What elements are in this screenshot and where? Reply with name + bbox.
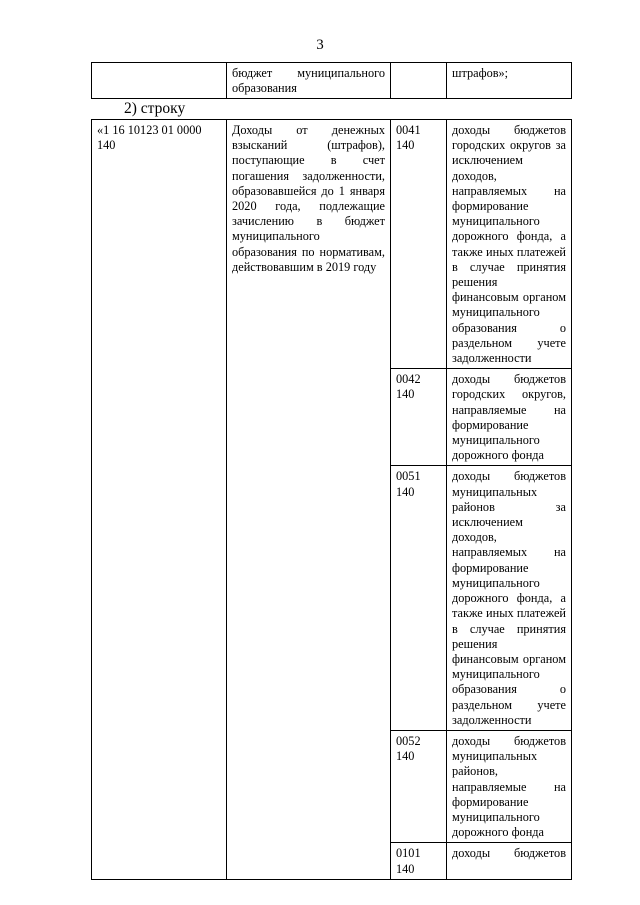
table-cell-code <box>391 63 447 99</box>
table-cell-text <box>447 730 572 842</box>
table-cell-code: 0051 140 <box>391 466 447 730</box>
table-cell-text <box>447 843 572 879</box>
cell-text: доходы бюджетов городских округов за исключением доходов, направляемых на формирование муниципального дорожного фонда, а также иных платежей в случае принятия решения финансовым органом муниципального образования о раздельном учете задолженности <box>452 123 566 366</box>
table-cell-kbk: «1 16 10123 01 0000 140 <box>92 120 227 880</box>
kbk-table <box>91 119 572 880</box>
cell-text: доходы бюджетов муниципальных районов, направляемые на формирование муниципального дорожного фонда <box>452 733 566 840</box>
cell-text: доходы бюджетов <box>452 846 566 861</box>
table-cell-text <box>447 369 572 466</box>
page-number: 3 <box>316 37 324 53</box>
table-cell-code: 0042 140 <box>391 369 447 466</box>
table-cell-text <box>447 120 572 369</box>
section-subheading: 2) строку <box>124 100 186 117</box>
table-row <box>92 63 572 99</box>
cell-text: бюджет муниципального образования <box>232 66 385 96</box>
table-cell-kbk <box>92 63 227 99</box>
table-cell-name <box>227 120 391 880</box>
cell-text: доходы бюджетов городских округов, направляемые на формирование муниципального дорожного фонда <box>452 372 566 463</box>
table-cell-code: 0041 140 <box>391 120 447 369</box>
table-cell-text: штрафов»; <box>447 63 572 99</box>
cell-text: доходы бюджетов муниципальных районов за исключением доходов, направляемых на формирование муниципального дорожного фонда, а также иных платежей в случае принятия решения финансовым органом муниципального образования о раздельном учете задолженности <box>452 469 566 727</box>
table-cell-text <box>447 466 572 730</box>
cell-text: Доходы от денежных взысканий (штрафов), поступающие в счет погашения задолженности, образовавшейся до 1 января 2020 года, подлежащие зачислению в бюджет муниципального образования по нормативам, действовавшим в 2019 году <box>232 123 385 274</box>
table-cell-code: 0052 140 <box>391 730 447 842</box>
continuation-table <box>91 62 572 99</box>
table-cell-code: 0101 140 <box>391 843 447 879</box>
table-row <box>92 120 572 369</box>
table-cell-name <box>227 63 391 99</box>
